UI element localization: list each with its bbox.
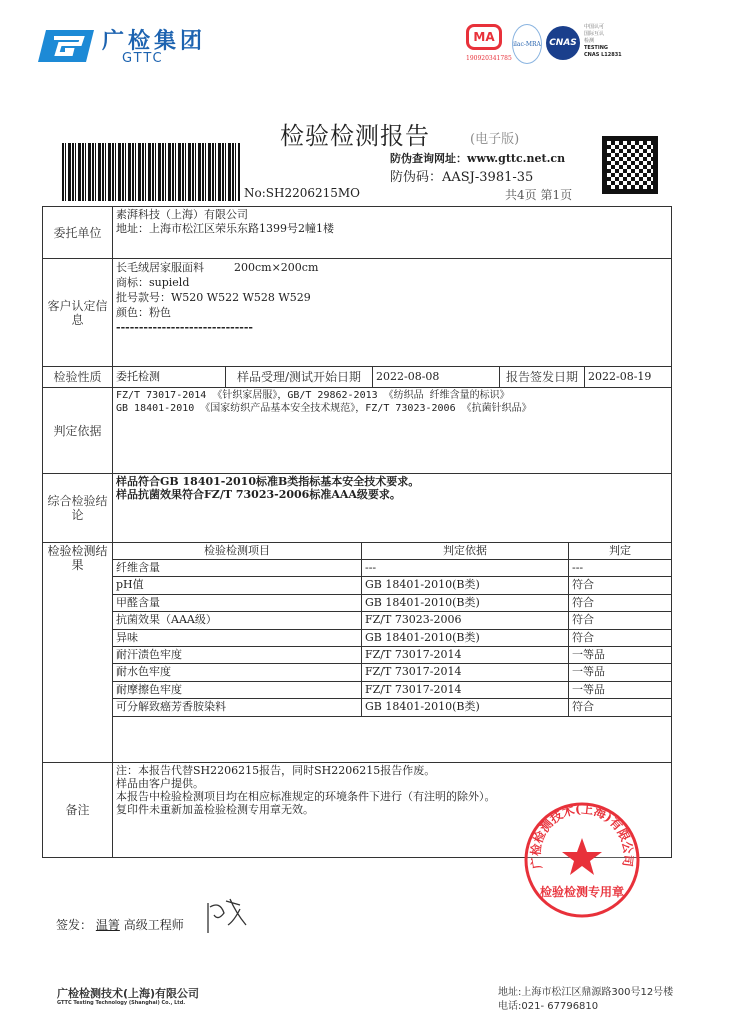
result-basis: FZ/T 73023-2006	[361, 611, 569, 629]
footer-address: 地址:上海市松江区鼎源路300号12号楼	[498, 987, 674, 998]
result-basis: GB 18401-2010(B类)	[361, 629, 569, 647]
ilac-logo: ilac-MRA	[512, 24, 542, 64]
conclusion-cell	[112, 473, 672, 543]
result-verdict: 符合	[568, 698, 672, 716]
customer-info-label: 客户认定信息	[42, 258, 113, 367]
results-header: 判定	[568, 542, 672, 560]
signer-title: 高级工程师	[123, 918, 184, 932]
remark-line: 样品由客户提供。	[116, 777, 204, 790]
basis-cell	[112, 387, 672, 474]
page-count: 共4页 第1页	[505, 188, 573, 202]
result-basis: GB 18401-2010(B类)	[361, 594, 569, 612]
report-title: 检验检测报告	[280, 122, 430, 150]
receive-date: 2022-08-08	[372, 366, 500, 388]
qr-code[interactable]	[602, 136, 658, 194]
result-verdict: 符合	[568, 611, 672, 629]
results-label: 检验检测结果	[42, 542, 113, 763]
product-batch: 批号款号：W520 W522 W528 W529	[116, 291, 311, 304]
result-basis: GB 18401-2010(B类)	[361, 576, 569, 594]
signer-name: 温箐	[95, 918, 120, 932]
cnas-line: TESTING	[584, 45, 608, 51]
basis-label: 判定依据	[42, 387, 113, 474]
signature-line	[56, 916, 184, 933]
footer-company-en: GTTC Testing Technology (Shanghai) Co., Ltd.	[57, 1000, 186, 1006]
cma-number: 190920341785	[466, 55, 512, 62]
remarks-label: 备注	[42, 762, 113, 858]
cnas-line: 国际互认	[584, 31, 605, 37]
result-item: pH值	[112, 576, 362, 594]
cnas-line: 中国认可	[584, 24, 605, 30]
client-name: 素湃科技（上海）有限公司	[116, 208, 248, 221]
nature-value: 委托检测	[112, 366, 226, 388]
dash-line: ------------------------------	[116, 321, 253, 334]
results-header: 判定依据	[361, 542, 569, 560]
issue-date-label: 报告签发日期	[499, 366, 585, 388]
edition-label: (电子版)	[470, 132, 520, 147]
result-item: 抗菌效果（AAA级）	[112, 611, 362, 629]
customer-info-cell	[112, 258, 672, 367]
result-verdict: 一等品	[568, 663, 672, 681]
result-basis: GB 18401-2010(B类)	[361, 698, 569, 716]
receive-date-label: 样品受理/测试开始日期	[225, 366, 373, 388]
remark-line: 复印件未重新加盖检验检测专用章无效。	[116, 803, 314, 816]
client-address: 地址：上海市松江区荣乐东路1399号2幢1楼	[116, 222, 334, 235]
issue-date: 2022-08-19	[584, 366, 672, 388]
cnas-line: 检测	[584, 38, 595, 44]
result-item: 可分解致癌芳香胺染料	[112, 698, 362, 716]
result-basis: ---	[361, 559, 569, 577]
result-verdict: 符合	[568, 594, 672, 612]
accreditation-logos	[466, 24, 696, 68]
brand-en: GTTC	[122, 51, 164, 66]
result-item: 耐摩擦色牢度	[112, 681, 362, 699]
official-stamp	[522, 800, 642, 920]
result-verdict: 符合	[568, 576, 672, 594]
result-item: 耐水色牢度	[112, 663, 362, 681]
cnas-logo: CNAS	[546, 26, 580, 60]
brand-name: 广检集团	[102, 29, 207, 54]
result-item: 异味	[112, 629, 362, 647]
query-url: 防伪查询网址：www.gttc.net.cn	[390, 152, 566, 165]
result-verdict: 符合	[568, 629, 672, 647]
basis-line: FZ/T 73017-2014 《针织家居服》，GB/T 29862-2013 《纺织品 纤维含量的标识》	[116, 390, 510, 401]
basis-line: GB 18401-2010 《国家纺织产品基本安全技术规范》，FZ/T 73023-2006 《抗菌针织品》	[116, 403, 532, 414]
barcode	[62, 143, 240, 201]
conclusion-line: 样品符合GB 18401-2010标准B类指标基本安全技术要求。	[116, 475, 420, 488]
result-item: 耐汗渍色牢度	[112, 646, 362, 664]
footer-phone: 电话:021- 67796810	[498, 1001, 599, 1012]
result-basis: FZ/T 73017-2014	[361, 663, 569, 681]
result-verdict: 一等品	[568, 681, 672, 699]
stamp-icon	[522, 800, 642, 920]
product-size: 200cm×200cm	[234, 261, 319, 274]
remark-line: 本报告中检验检测项目均在相应标准规定的环境条件下进行（有注明的除外）。	[116, 790, 496, 803]
gttc-logo	[36, 24, 206, 70]
conclusion-label: 综合检验结论	[42, 473, 113, 543]
remark-line: 注：本报告代替SH2206215报告，同时SH2206215报告作废。	[116, 764, 436, 777]
result-item: 纤维含量	[112, 559, 362, 577]
results-header: 检验检测项目	[112, 542, 362, 560]
product-name: 长毛绒居家服面料	[116, 261, 204, 274]
nature-label: 检验性质	[42, 366, 113, 388]
report-number: No:SH2206215MO	[244, 186, 361, 200]
result-verdict: 一等品	[568, 646, 672, 664]
result-basis: FZ/T 73017-2014	[361, 681, 569, 699]
cnas-line: CNAS L12831	[584, 52, 622, 58]
product-brand: 商标：supield	[116, 276, 190, 289]
cma-logo: MA	[466, 24, 502, 50]
client-cell	[112, 206, 672, 259]
result-verdict: ---	[568, 559, 672, 577]
anti-fake-code: 防伪码：AASJ-3981-35	[390, 170, 534, 185]
client-label: 委托单位	[42, 206, 113, 259]
product-color: 颜色：粉色	[116, 306, 171, 319]
result-basis: FZ/T 73017-2014	[361, 646, 569, 664]
stamp-outer-text: 广检检测技术(上海)有限公司	[528, 801, 636, 871]
stamp-inner-text: 检验检测专用章	[539, 885, 625, 899]
footer-company: 广检检测技术(上海)有限公司	[57, 987, 200, 1000]
signature-label: 签发：	[56, 918, 93, 932]
result-item: 甲醛含量	[112, 594, 362, 612]
gttc-logo-icon	[36, 26, 96, 66]
handwritten-signature	[200, 895, 250, 935]
conclusion-line: 样品抗菌效果符合FZ/T 73023-2006标准AAA级要求。	[116, 488, 401, 501]
